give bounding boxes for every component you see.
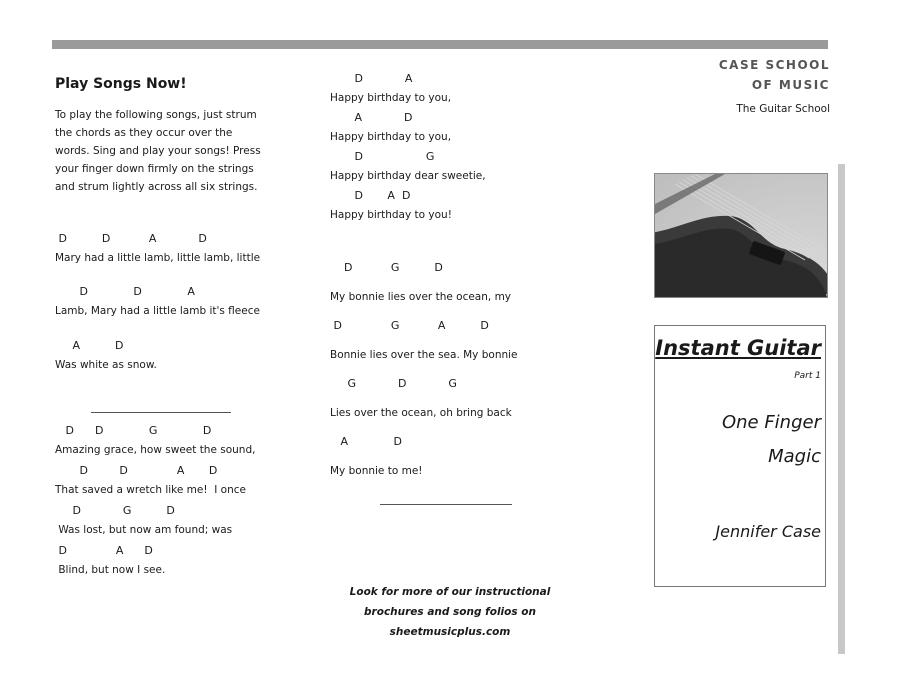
brochure-subtitle-line1: One Finger	[721, 412, 821, 433]
lyric-line: Bonnie lies over the sea. My bonnie	[330, 349, 518, 361]
lyric-line: Amazing grace, how sweet the sound,	[55, 444, 256, 456]
lyric-line: My bonnie to me!	[330, 465, 423, 477]
brochure-title: Instant Guitar	[655, 336, 821, 360]
chord-line: G D G	[330, 377, 457, 390]
intro-line: your finger down firmly on the strings	[55, 163, 254, 175]
chord-line: D G D	[330, 261, 443, 274]
chord-line: D A D	[55, 544, 153, 557]
lyric-line: That saved a wretch like me! I once	[55, 484, 246, 496]
chord-line: D G	[330, 150, 435, 163]
lyric-line: Happy birthday to you,	[330, 131, 452, 143]
title-card	[654, 325, 826, 587]
left-column	[55, 76, 280, 577]
song-divider	[91, 412, 231, 413]
lyric-line: Happy birthday to you!	[330, 209, 452, 221]
chord-line: D D G D	[55, 424, 212, 437]
brochure-subtitle-line2: Magic	[768, 446, 821, 467]
lyric-line: Blind, but now I see.	[55, 564, 166, 576]
intro-line: To play the following songs, just strum	[55, 109, 257, 121]
lyric-line: Lies over the ocean, oh bring back	[330, 407, 512, 419]
top-divider-bar	[52, 40, 828, 49]
lyric-line: Was lost, but now am found; was	[55, 524, 233, 536]
song-amazing-grace	[55, 424, 280, 577]
chord-line: D A	[330, 72, 413, 85]
chord-line: A D	[330, 111, 413, 124]
right-column	[640, 55, 830, 115]
guitar-icon	[655, 174, 827, 297]
chord-line: D A D	[330, 189, 411, 202]
intro-line: words. Sing and play your songs! Press	[55, 145, 261, 157]
chord-line: D D A D	[55, 232, 207, 245]
lyric-line: Was white as snow.	[55, 359, 157, 371]
chord-line: D D A	[55, 285, 195, 298]
guitar-photo	[654, 173, 828, 298]
chord-line: A D	[330, 435, 402, 448]
chord-line: D G D	[55, 504, 175, 517]
lyric-line: Mary had a little lamb, little lamb, little	[55, 252, 261, 264]
chord-line: D G A D	[330, 319, 489, 332]
intro-line: and strum lightly across all six strings.	[55, 181, 258, 193]
promo-line: brochures and song folios on	[364, 606, 536, 618]
song-divider	[380, 504, 512, 505]
school-name-line2: OF MUSIC	[751, 78, 830, 92]
lyric-line: My bonnie lies over the ocean, my	[330, 291, 512, 303]
lyric-line: Lamb, Mary had a little lamb it's fleece	[55, 305, 260, 317]
song-my-bonnie	[330, 261, 570, 478]
section-heading: Play Songs Now!	[55, 76, 187, 92]
promo-link[interactable]: sheetmusicplus.com	[389, 626, 511, 638]
right-edge-bar	[838, 164, 845, 654]
chord-line: D D A D	[55, 464, 218, 477]
author-name: Jennifer Case	[715, 522, 821, 541]
promo-line: Look for more of our instructional	[349, 586, 551, 598]
promo-note	[330, 582, 570, 642]
lyric-line: Happy birthday dear sweetie,	[330, 170, 486, 182]
middle-column	[330, 72, 570, 505]
intro-line: the chords as they occur over the	[55, 127, 233, 139]
school-name-line1: CASE SCHOOL	[718, 58, 830, 72]
brochure-part: Part 1	[794, 371, 821, 381]
chord-line: A D	[55, 339, 124, 352]
intro-paragraph	[55, 106, 280, 196]
school-subtitle: The Guitar School	[736, 103, 830, 115]
song-happy-birthday	[330, 72, 570, 222]
song-mary-had-a-little-lamb	[55, 232, 280, 372]
lyric-line: Happy birthday to you,	[330, 92, 452, 104]
